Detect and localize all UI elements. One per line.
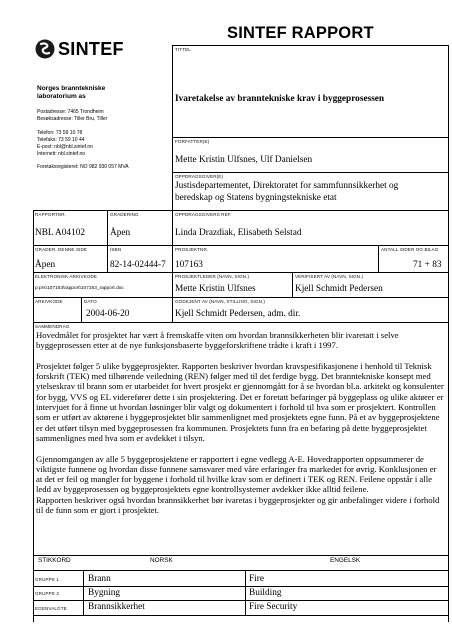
project-no-value: 107163 — [175, 260, 203, 270]
keyword-norsk-2: Bygning — [88, 588, 121, 598]
keyword-norsk-1: Brann — [88, 574, 111, 584]
file-code-value: p:prs\107163\rapport\107163_rapport.doc — [35, 286, 124, 291]
org-phone: Telefon: 73 59 10 78 — [37, 130, 83, 136]
summary-paragraph-2: Prosjektet følger 5 ulike byggeprosjekter. Rapporten beskriver hvordan kravspesifikasjonene i henhold til Teknisk forskrift (TEK) med tilhørende veiledning (REN) følger med til det ferdige bygg. Det branntekniske konsept med ytelseskrav til brann som er utarbeidet for hvert prosjekt er gjennomgått for å se hvordan bl.a. arkitekt og konsulenter for bygg, VVS og EL viderefører dette i sin prosjektering. Det er foretatt befaringer på byggeplass og ulike aktører er intervjuet for å finne ut hvordan løsninger blir valgt og dokumentert i forhold til hva som er prosjektert. Kontrollen som er utført av aktørene i byggeprosjektet blir sammenlignet med prosjektets egne funn. På et av byggeprosjektene er det utført tilsyn med byggeprosessen fra kommunen. Prosjektets funn fra en befaring på dette byggeprosjektet sammenlignes med hva som er avdekket i tilsyn. — [36, 360, 444, 443]
row4-rule — [33, 297, 448, 298]
checked-by-value: Kjell Schmidt Pedersen — [295, 284, 383, 294]
keywords-label: STIKKORD — [38, 557, 71, 564]
pages-label: ANTALL SIDER OG BILAG — [381, 247, 439, 252]
keywords-bottom-rule — [33, 615, 448, 616]
isbn-value: 82-14-02444-7 — [110, 260, 166, 270]
class-page-label: GRADER. DENNE SIDE — [35, 247, 88, 252]
title-rule — [172, 45, 448, 46]
keywords-row2-rule — [33, 600, 448, 601]
report-heading: SINTEF RAPPORT — [227, 24, 374, 42]
client-ref-label: OPPDRAGSGIVERS REF. — [175, 212, 232, 217]
org-register: Foretaksregisteret: NO 982 930 057 MVA — [37, 164, 129, 170]
row1-rule — [33, 210, 448, 211]
classification-value: Åpen — [110, 228, 131, 238]
keyword-engelsk-2: Building — [249, 588, 282, 598]
date-value: 2004-06-20 — [86, 309, 130, 319]
project-manager-label: PROSJEKTLEDER (NAVN, SIGN.) — [175, 274, 250, 279]
date-label: DATO — [84, 299, 97, 304]
org-visit-address: Besøksadresse: Tiller Bru, Tiller — [37, 116, 108, 122]
sintef-logo-icon — [35, 39, 55, 59]
checked-by-label: VERIFISERT AV (NAVN, SIGN.) — [295, 274, 364, 279]
keyword-group-3: EGENVALGTE — [35, 606, 67, 611]
client-value-line2: beredskap og Statens bygningstekniske etat — [175, 193, 337, 203]
authors-label: FORFATTER(E) — [175, 139, 210, 144]
summary-label: SAMMENDRAG — [35, 324, 70, 329]
authors-value: Mette Kristin Ulfsnes, Ulf Danielsen — [175, 155, 313, 165]
keywords-norsk-heading: NORSK — [150, 557, 173, 564]
col-right — [448, 45, 449, 622]
keywords-row1-rule — [33, 586, 448, 587]
client-ref-value: Linda Drazdiak, Elisabeth Selstad — [175, 228, 302, 238]
report-no-label: RAPPORTNR. — [35, 212, 67, 217]
org-email: E-post: nbl@nbl.sintef.no — [37, 144, 93, 150]
row3-rule — [33, 272, 448, 273]
classification-label: GRADERING — [110, 212, 139, 217]
keyword-engelsk-3: Fire Security — [249, 602, 298, 612]
isbn-label: ISBN — [110, 247, 122, 252]
header-divider — [172, 45, 173, 210]
file-code-label: ELEKTRONISK ARKIVKODE — [35, 274, 98, 279]
pages-value: 71 + 83 — [413, 260, 442, 270]
approved-by-label: GODKJENT AV (NAVN, STILLING, SIGN.) — [175, 299, 266, 304]
keyword-engelsk-1: Fire — [249, 574, 264, 584]
org-internet: Internett: nbl.sintef.no — [37, 151, 86, 157]
summary-paragraph-1: Hovedmålet for prosjektet har vært å fremskaffe viten om hvordan brannsikkerheten blir ivaretatt i selve byggeprosessen etter at de nye funksjonsbaserte byggeforskriftene trådte i kraft i 1997. — [36, 330, 399, 351]
col-b1 — [81, 297, 82, 322]
col-e — [378, 245, 379, 272]
client-value-line1: Justisdepartementet, Direktoratet for sammfunnsikkerhet og — [175, 181, 399, 191]
summary-paragraph-4: Rapporten beskriver også hvordan brannsikkerhet bør ivaretas i byggeprosjekter og gir anbefalinger videre i forhold til de funn som er gjort i prosjektet. — [36, 494, 440, 516]
keywords-top-rule — [33, 555, 448, 556]
row2-rule — [33, 245, 448, 246]
col-d — [292, 272, 293, 297]
row5-rule — [33, 322, 448, 323]
client-rule — [172, 172, 448, 173]
keywords-head-rule — [33, 570, 448, 571]
authors-rule — [172, 137, 448, 138]
title-label: TITTEL — [175, 47, 191, 52]
class-page-value: Åpen — [35, 260, 56, 270]
summary-left-border — [33, 322, 34, 622]
col-c — [172, 210, 173, 322]
keywords-col1 — [83, 570, 84, 615]
report-title: Ivaretakelse av branntekniske krav i byggeprosessen — [175, 94, 385, 104]
keywords-engelsk-heading: ENGELSK — [330, 557, 361, 564]
archive-code-label: ARKIVKODE — [35, 299, 63, 304]
summary-paragraph-3: Gjennomgangen av alle 5 byggeprosjektene er rapportert i egne vedlegg A-E. Hovedrapporten oppsummerer de viktigste funnene og hvordan disse funnene samsvarer med våre erfaringer fra markedet for øvrig. Konklusjonen er at det er feil og mangler for byggene i forhold til hvilke krav som er definert i TEK og REN. Feilene oppstår i alle ledd av byggeprosessen og byggeprosjektets egne kontrollsystemer avdekker ikke alltid feilene. — [36, 453, 437, 495]
org-name-line1: Norges branntekniske — [37, 85, 106, 92]
keywords-col2 — [245, 570, 246, 615]
org-fax: Telefaks: 73 59 10 44 — [37, 137, 85, 143]
report-no-value: NBL A04102 — [35, 228, 86, 238]
org-address: Postadresse: 7465 Trondheim — [37, 109, 104, 115]
project-manager-value: Mette Kristin Ulfsnes — [175, 284, 256, 294]
logo-text: SINTEF — [58, 39, 124, 59]
keyword-group-2: GRUPPE 2 — [35, 591, 60, 596]
project-no-label: PROSJEKTNR. — [175, 247, 209, 252]
keyword-norsk-3: Brannsikkerhet — [88, 602, 145, 612]
summary-text — [36, 330, 444, 515]
col-a — [33, 210, 34, 322]
keyword-group-1: GRUPPE 1 — [35, 577, 60, 582]
client-label: OPPDRAGSGIVER(E) — [175, 174, 224, 179]
approved-by-value: Kjell Schmidt Pedersen, adm. dir. — [175, 309, 301, 319]
sintef-logo — [35, 38, 165, 60]
org-name-line2: laboratorium as — [37, 93, 86, 100]
col-b2 — [107, 210, 108, 272]
